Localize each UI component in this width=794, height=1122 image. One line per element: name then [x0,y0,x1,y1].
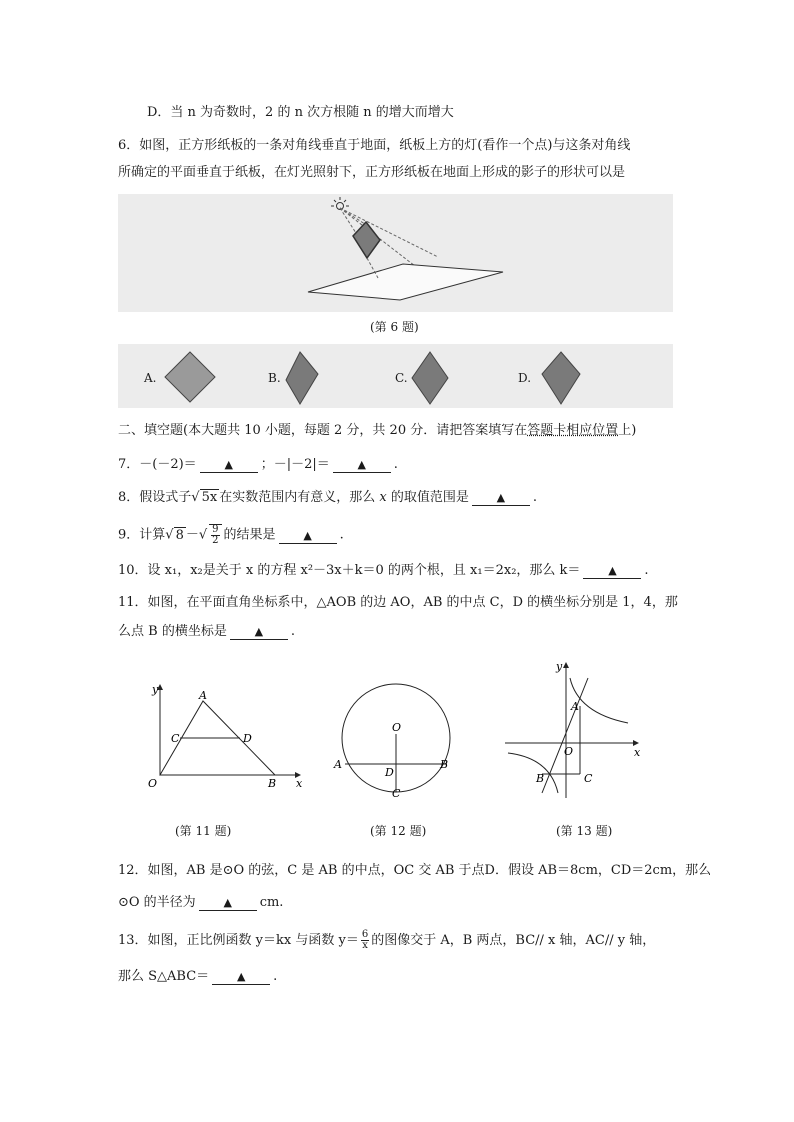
q7-prefix: 7．－(－2)＝ [118,457,197,472]
q13-numerator: 6 [361,929,369,940]
label-x: x [296,777,303,790]
q13-rest: 的图像交于 A，B 两点，BC// x 轴，AC// y 轴， [371,933,656,948]
answer-blank: ▲ [212,970,270,985]
q6-lamp-diagram [118,194,673,312]
q5-option-d: D．当 n 为奇数时，2 的 n 次方根随 n 的增大而增大 [147,105,454,120]
q13-fraction [361,930,369,951]
q6-caption: (第 6 题) [370,320,419,334]
label-c: C [392,787,401,800]
answer-blank: ▲ [472,491,530,506]
section2-title [118,422,636,440]
answer-blank: ▲ [279,529,337,544]
q8 [118,489,537,507]
q9-prefix: 9．计算 [118,527,166,543]
q12-line2-prefix: ⊙O 的半径为 [118,895,196,910]
q8-mid: 在实数范围内有意义，那么 [219,490,376,505]
q12-line2-suffix: cm. [259,895,284,910]
figure-13 [500,658,645,803]
q11-line1: 11．如图，在平面直角坐标系中，△AOB 的边 AO，AB 的中点 C，D 的横坐标分别是 1，4，那 [118,595,678,610]
sqrt-sign: √ [198,527,208,543]
q7 [118,456,398,474]
fig13-caption: (第 13 题) [556,824,613,838]
answer-blank: ▲ [583,564,641,579]
answer-blank: ▲ [333,458,391,473]
q9 [118,524,344,546]
label-o: O [564,745,574,758]
label-a: A [571,700,579,713]
label-b: B [268,777,277,790]
label-y: y [556,660,563,673]
option-c-shape [412,352,448,404]
label-b: B [536,772,545,785]
q13-line2-prefix: 那么 S△ABC＝ [118,969,210,984]
q6-option-c-label: C. [395,371,408,385]
q7-mid: ；－|－2|＝ [260,457,330,472]
answer-blank: ▲ [230,625,288,640]
q6-option-b-label: B. [268,371,281,385]
figure-12 [330,680,460,800]
label-a: A [199,689,207,702]
label-d: D [385,766,394,779]
lamp-icon [331,197,349,210]
line-y-kx [542,678,588,793]
q8-rest: 的取值范围是 [390,490,469,505]
q9-rest: 的结果是 [223,527,276,543]
q6-line1: 6．如图，正方形纸板的一条对角线垂直于地面，纸板上方的灯(看作一个点)与这条对角线 [118,138,631,153]
q8-prefix: 8．假设式子 [118,490,192,505]
q9-fraction [209,524,221,546]
q6-line2: 所确定的平面垂直于纸板，在灯光照射下，正方形纸板在地面上形成的影子的形状可以是 [118,165,626,180]
q9-suffix: . [339,527,344,543]
q9-numerator: 9 [212,524,219,535]
label-x: x [634,746,641,759]
label-o: O [392,721,402,734]
label-b: B [440,758,449,771]
q13-line1 [118,930,655,951]
option-a-shape [165,352,215,402]
option-b-shape [286,352,318,404]
fig11-caption: (第 11 题) [175,824,232,838]
q11-line2 [118,623,295,641]
q11-suffix: . [290,624,295,639]
q6-option-d-label: D. [518,371,532,385]
label-d: D [243,732,252,745]
q13-line2 [118,968,277,986]
q12-line2 [118,894,283,912]
answer-blank: ▲ [199,896,257,911]
answer-blank: ▲ [200,458,258,473]
label-c: C [584,772,593,785]
q10 [118,562,649,580]
q9-minus: － [185,527,199,543]
q6-option-a-label: A. [144,371,157,385]
label-y: y [152,683,159,696]
q9-radicand-1: 8 [175,527,184,543]
section2-title-end: 上) [618,423,637,438]
q13-denominator: x [362,940,368,951]
q11-line2-prefix: 么点 B 的横坐标是 [118,624,227,639]
fig12-caption: (第 12 题) [370,824,427,838]
q8-radicand: 5x [201,490,218,505]
sqrt-sign: √ [165,527,174,543]
figure-11 [140,675,310,795]
sqrt-sign: √ [191,490,200,505]
label-o: O [148,777,158,790]
q7-suffix: . [393,457,398,472]
q6-figure [118,194,673,312]
option-d-shape [542,352,580,404]
section2-title-emphasis: 答题卡相应位置 [527,423,619,438]
q8-var: x [379,490,387,505]
q9-denominator: 2 [212,535,219,546]
label-a: A [334,758,342,771]
q12-line1: 12．如图，AB 是⊙O 的弦，C 是 AB 的中点，OC 交 AB 于点D．假设 AB＝8cm，CD＝2cm，那么 [118,863,712,878]
label-c: C [171,732,180,745]
q10-suffix: . [644,563,649,578]
q13-suffix: . [273,969,278,984]
q13-prefix: 13．如图，正比例函数 y＝kx 与函数 y＝ [118,933,359,948]
q8-suffix: . [532,490,537,505]
section2-title-main: 二、填空题(本大题共 10 小题，每题 2 分，共 20 分．请把答案填写在 [118,423,528,438]
q10-text: 10．设 x₁，x₂是关于 x 的方程 x²－3x＋k＝0 的两个根，且 x₁＝2x₂，那么 k＝ [118,563,581,578]
